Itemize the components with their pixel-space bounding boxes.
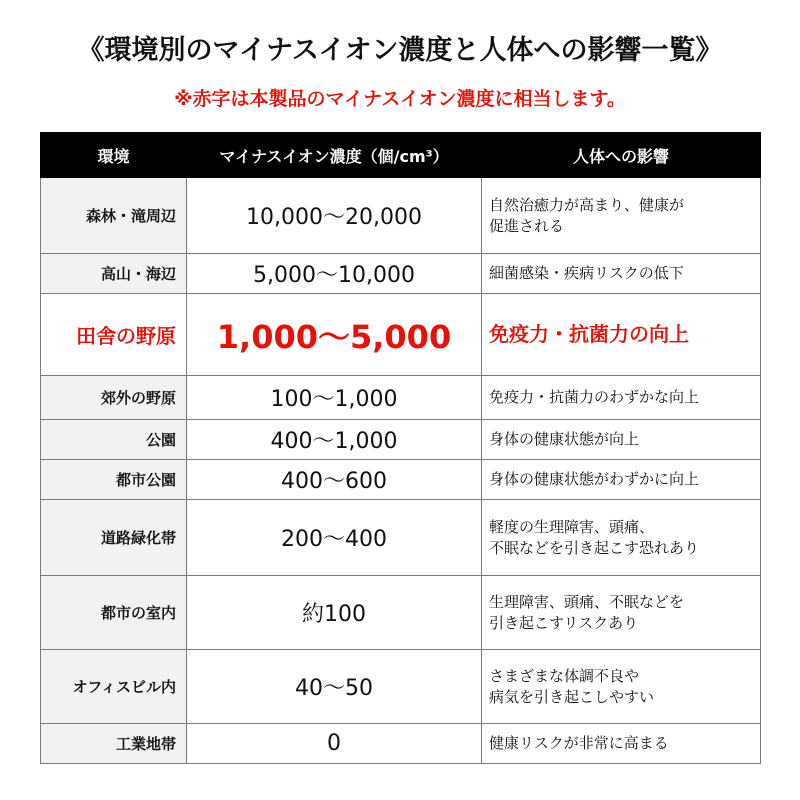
cell-effect	[482, 420, 761, 460]
cell-concentration: 1,000〜5,000	[187, 294, 482, 376]
cell-concentration: 400〜600	[187, 460, 482, 500]
header-concentration: マイナスイオン濃度（個/cm³）	[187, 133, 482, 178]
header-effect: 人体への影響	[482, 133, 761, 178]
table-row	[41, 178, 761, 254]
effect-line: 生理障害、頭痛、不眠などを	[489, 592, 685, 611]
cell-effect	[482, 254, 761, 294]
cell-effect	[482, 376, 761, 420]
table-row	[41, 650, 761, 724]
effect-line: 免疫力・抗菌力の向上	[489, 322, 689, 346]
cell-effect	[482, 650, 761, 724]
header-environment: 環境	[41, 133, 187, 178]
effect-line: 身体の健康状態が向上	[489, 430, 640, 448]
cell-effect	[482, 724, 761, 764]
cell-environment: 公園	[41, 420, 187, 460]
cell-environment: 都市公園	[41, 460, 187, 500]
table-body	[41, 178, 761, 764]
ion-concentration-table	[40, 132, 761, 764]
effect-line: 引き起こすリスクあり	[489, 613, 639, 632]
table-row	[41, 294, 761, 376]
effect-line: 健康リスクが非常に高まる	[489, 734, 669, 752]
cell-concentration: 約100	[187, 576, 482, 650]
table-row	[41, 500, 761, 576]
table-row	[41, 724, 761, 764]
effect-line: 身体の健康状態がわずかに向上	[489, 470, 700, 488]
table-row	[41, 576, 761, 650]
cell-effect	[482, 460, 761, 500]
effect-line: 免疫力・抗菌力のわずかな向上	[489, 388, 700, 406]
effect-line: 軽度の生理障害、頭痛、	[489, 517, 655, 536]
cell-effect	[482, 178, 761, 254]
page-title: 《環境別のマイナスイオン濃度と人体への影響一覧》	[77, 35, 723, 66]
cell-concentration: 400〜1,000	[187, 420, 482, 460]
cell-environment: 都市の室内	[41, 576, 187, 650]
effect-line: さまざまな体調不良や	[489, 666, 640, 685]
page-subtitle-note: ※赤字は本製品のマイナスイオン濃度に相当します。	[174, 88, 626, 110]
cell-concentration: 0	[187, 724, 482, 764]
effect-line: 自然治癒力が高まり、健康が	[489, 195, 685, 214]
cell-concentration: 10,000〜20,000	[187, 178, 482, 254]
cell-environment: オフィスビル内	[41, 650, 187, 724]
cell-concentration: 100〜1,000	[187, 376, 482, 420]
effect-line: 細菌感染・疾病リスクの低下	[489, 264, 684, 282]
effect-line: 不眠などを引き起こす恐れあり	[489, 538, 700, 557]
cell-environment: 工業地帯	[41, 724, 187, 764]
cell-environment: 郊外の野原	[41, 376, 187, 420]
table-row	[41, 460, 761, 500]
cell-environment: 森林・滝周辺	[41, 178, 187, 254]
cell-concentration: 40〜50	[187, 650, 482, 724]
effect-line: 病気を引き起こしやすい	[489, 687, 655, 706]
cell-environment: 道路緑化帯	[41, 500, 187, 576]
cell-concentration: 200〜400	[187, 500, 482, 576]
table-header	[41, 133, 761, 178]
effect-line: 促進される	[489, 216, 565, 235]
cell-effect	[482, 294, 761, 376]
table-row	[41, 420, 761, 460]
cell-environment: 田舎の野原	[41, 294, 187, 376]
cell-effect	[482, 576, 761, 650]
table-row	[41, 376, 761, 420]
table-header-row	[41, 133, 761, 178]
table-row	[41, 254, 761, 294]
cell-environment: 高山・海辺	[41, 254, 187, 294]
cell-concentration: 5,000〜10,000	[187, 254, 482, 294]
cell-effect	[482, 500, 761, 576]
